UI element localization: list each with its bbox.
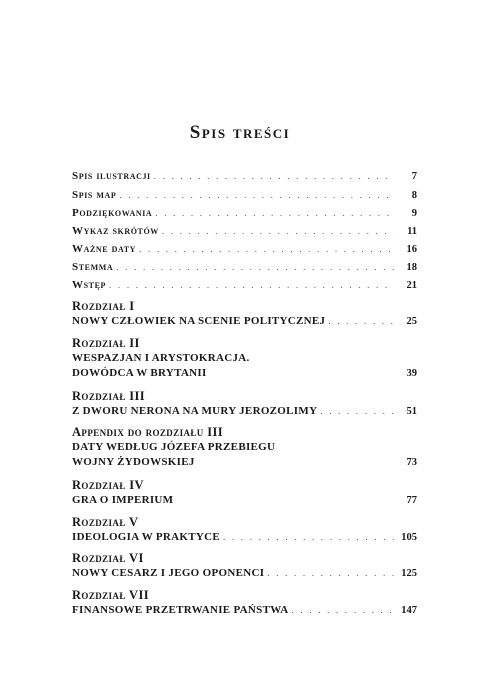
chapter-page: 105 [401, 532, 417, 543]
chapter-title: DATY WEDŁUG JÓZEFA PRZEBIEGU [72, 441, 276, 453]
chapter-title: NOWY CESARZ I JEGO OPONENCI [72, 567, 265, 579]
chapter-title: NOWY CZŁOWIEK NA SCENIE POLITYCZNEJ [72, 315, 326, 327]
toc-entry-label: Wykaz skrótów [72, 225, 159, 237]
toc-entry-label: Wstęp [72, 279, 107, 291]
chapter-heading: Appendix do rozdziału III [72, 425, 224, 439]
toc-entry-label: Ważne daty [72, 243, 137, 255]
dot-leader [162, 226, 394, 236]
toc-entry[interactable] [72, 170, 417, 182]
dot-leader [223, 532, 394, 542]
toc-chapter[interactable] [72, 389, 417, 419]
toc-chapter[interactable] [72, 551, 417, 581]
dot-leader [267, 568, 394, 578]
toc-entry-page: 21 [406, 280, 417, 291]
dot-leader [109, 280, 394, 290]
chapter-page: 39 [406, 368, 417, 379]
chapter-title: IDEOLOGIA W PRAKTYCE [72, 531, 221, 543]
chapter-page: 25 [406, 316, 417, 327]
chapter-page: 73 [406, 457, 417, 468]
toc-entry[interactable] [72, 279, 417, 291]
chapter-heading: Rozdział V [72, 515, 139, 529]
toc-entry-page: 7 [411, 171, 417, 182]
chapter-title: GRA O IMPERIUM [72, 494, 174, 506]
toc-chapter[interactable] [72, 478, 417, 508]
toc-entry[interactable] [72, 225, 417, 237]
chapter-heading: Rozdział VI [72, 551, 144, 565]
toc-chapter[interactable] [72, 425, 417, 470]
dot-leader [119, 190, 394, 200]
chapter-heading: Rozdział II [72, 336, 140, 350]
toc-entry-page: 11 [407, 226, 417, 237]
dot-leader [320, 406, 394, 416]
toc-entry-page: 16 [406, 244, 417, 255]
chapter-heading: Rozdział I [72, 299, 135, 313]
toc-entry[interactable] [72, 261, 417, 273]
toc-entry-page: 18 [406, 262, 417, 273]
toc-entry-page: 9 [411, 208, 417, 219]
chapter-title: DOWÓDCA W BRYTANII [72, 367, 207, 379]
chapter-heading: Rozdział III [72, 389, 146, 403]
chapter-title: WESPAZJAN I ARYSTOKRACJA. [72, 352, 250, 364]
chapter-page: 77 [406, 495, 417, 506]
dot-leader [328, 316, 394, 326]
page-title: Spis treści [189, 122, 291, 143]
dot-leader [116, 262, 394, 272]
toc-entry[interactable] [72, 207, 417, 219]
toc-entry[interactable] [72, 243, 417, 255]
toc-entry[interactable] [72, 189, 417, 201]
toc-chapter[interactable] [72, 515, 417, 545]
toc-chapter[interactable] [72, 299, 417, 329]
chapter-page: 125 [401, 568, 417, 579]
chapter-title: WOJNY ŻYDOWSKIEJ [72, 456, 195, 468]
chapter-heading: Rozdział IV [72, 478, 144, 492]
toc-chapter[interactable] [72, 336, 417, 381]
toc-entry-page: 8 [411, 190, 417, 201]
chapter-page: 147 [401, 605, 417, 616]
toc-chapter[interactable] [72, 588, 417, 618]
dot-leader [139, 244, 394, 254]
toc-entry-label: Spis ilustracji [72, 170, 151, 182]
chapter-page: 51 [406, 406, 417, 417]
toc-entry-label: Spis map [72, 189, 117, 201]
toc-entry-label: Stemma [72, 261, 114, 273]
toc-entry-label: Podziękowania [72, 207, 153, 219]
dot-leader [154, 171, 394, 181]
chapter-heading: Rozdział VII [72, 588, 149, 602]
chapter-title: Z DWORU NERONA NA MURY JEROZOLIMY [72, 405, 318, 417]
dot-leader [292, 605, 394, 615]
chapter-title: FINANSOWE PRZETRWANIE PAŃSTWA [72, 604, 289, 616]
dot-leader [155, 208, 394, 218]
